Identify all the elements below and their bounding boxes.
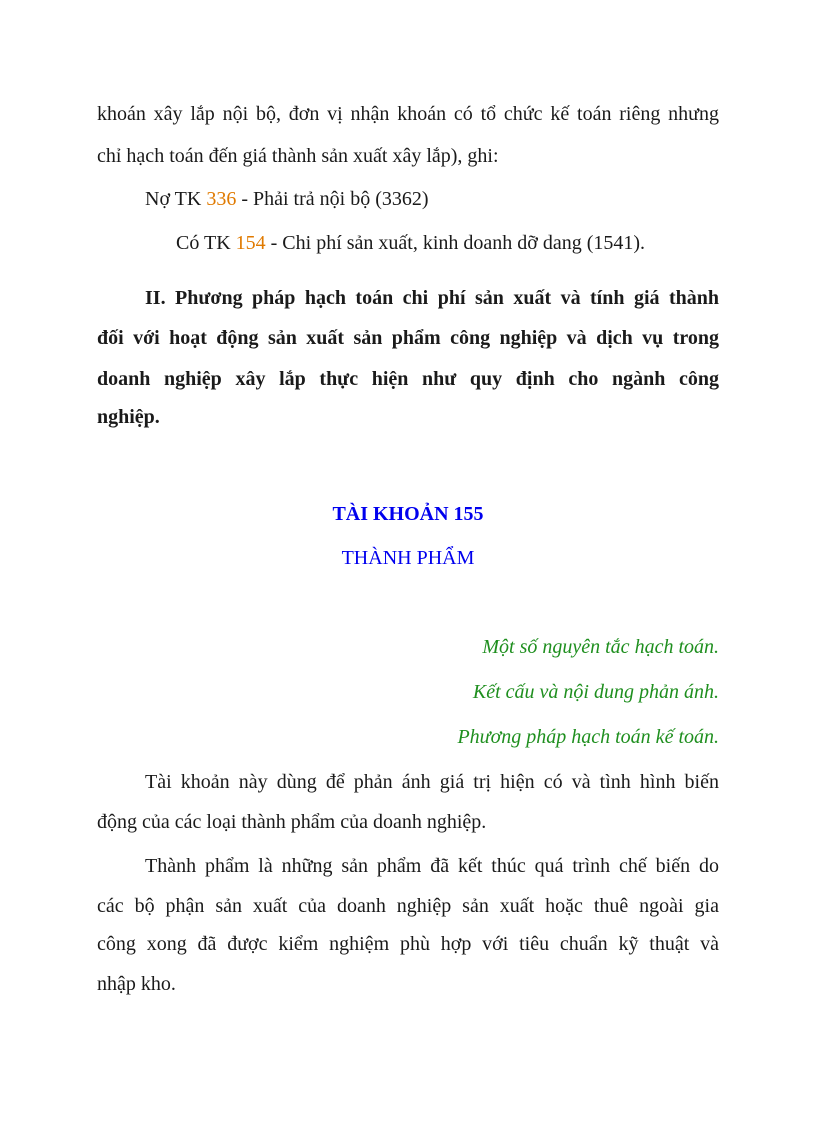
- account-subtitle: THÀNH PHẨM: [341, 547, 475, 569]
- paragraph-1-line-1: Tài khoản này dùng để phản ánh giá trị hiện có và tình hình biến: [145, 771, 719, 793]
- debit-account-number[interactable]: 336: [206, 188, 237, 210]
- credit-description: - Chi phí sản xuất, kinh doanh dỡ dang (1541).: [265, 232, 646, 254]
- section-ii-line-3: doanh nghiệp xây lắp thực hiện như quy định cho ngành công: [97, 368, 719, 390]
- credit-account-number[interactable]: 154: [235, 232, 266, 254]
- section-ii-line-2: đối với hoạt động sản xuất sản phẩm công nghiệp và dịch vụ trong: [97, 327, 719, 349]
- debit-entry: [145, 185, 429, 213]
- intro-line-1: khoán xây lắp nội bộ, đơn vị nhận khoán có tổ chức kế toán riêng nhưng: [97, 103, 719, 125]
- paragraph-2-line-4: nhập kho.: [97, 973, 176, 995]
- paragraph-2-line-3: công xong đã được kiểm nghiệm phù hợp với tiêu chuẩn kỹ thuật và: [97, 933, 719, 955]
- section-ii-line-4: nghiệp.: [97, 406, 160, 428]
- credit-entry: [176, 229, 645, 257]
- paragraph-2-line-1: Thành phẩm là những sản phẩm đã kết thúc quá trình chế biến do: [145, 855, 719, 877]
- debit-description: - Phải trả nội bộ (3362): [236, 188, 429, 210]
- section-ii-line-1: II. Phương pháp hạch toán chi phí sản xuất và tính giá thành: [145, 287, 719, 309]
- link-structure[interactable]: Kết cấu và nội dung phản ánh.: [472, 681, 719, 703]
- account-title: TÀI KHOẢN 155: [332, 503, 484, 525]
- intro-line-2: chỉ hạch toán đến giá thành sản xuất xây lắp), ghi:: [97, 145, 499, 167]
- debit-prefix: Nợ TK: [145, 188, 207, 210]
- paragraph-1-line-2: động của các loại thành phẩm của doanh nghiệp.: [97, 811, 487, 833]
- link-principles[interactable]: Một số nguyên tắc hạch toán.: [482, 636, 719, 658]
- credit-prefix: Có TK: [176, 232, 236, 254]
- paragraph-2-line-2: các bộ phận sản xuất của doanh nghiệp sản xuất hoặc thuê ngoài gia: [97, 895, 719, 917]
- link-method[interactable]: Phương pháp hạch toán kế toán.: [457, 726, 719, 748]
